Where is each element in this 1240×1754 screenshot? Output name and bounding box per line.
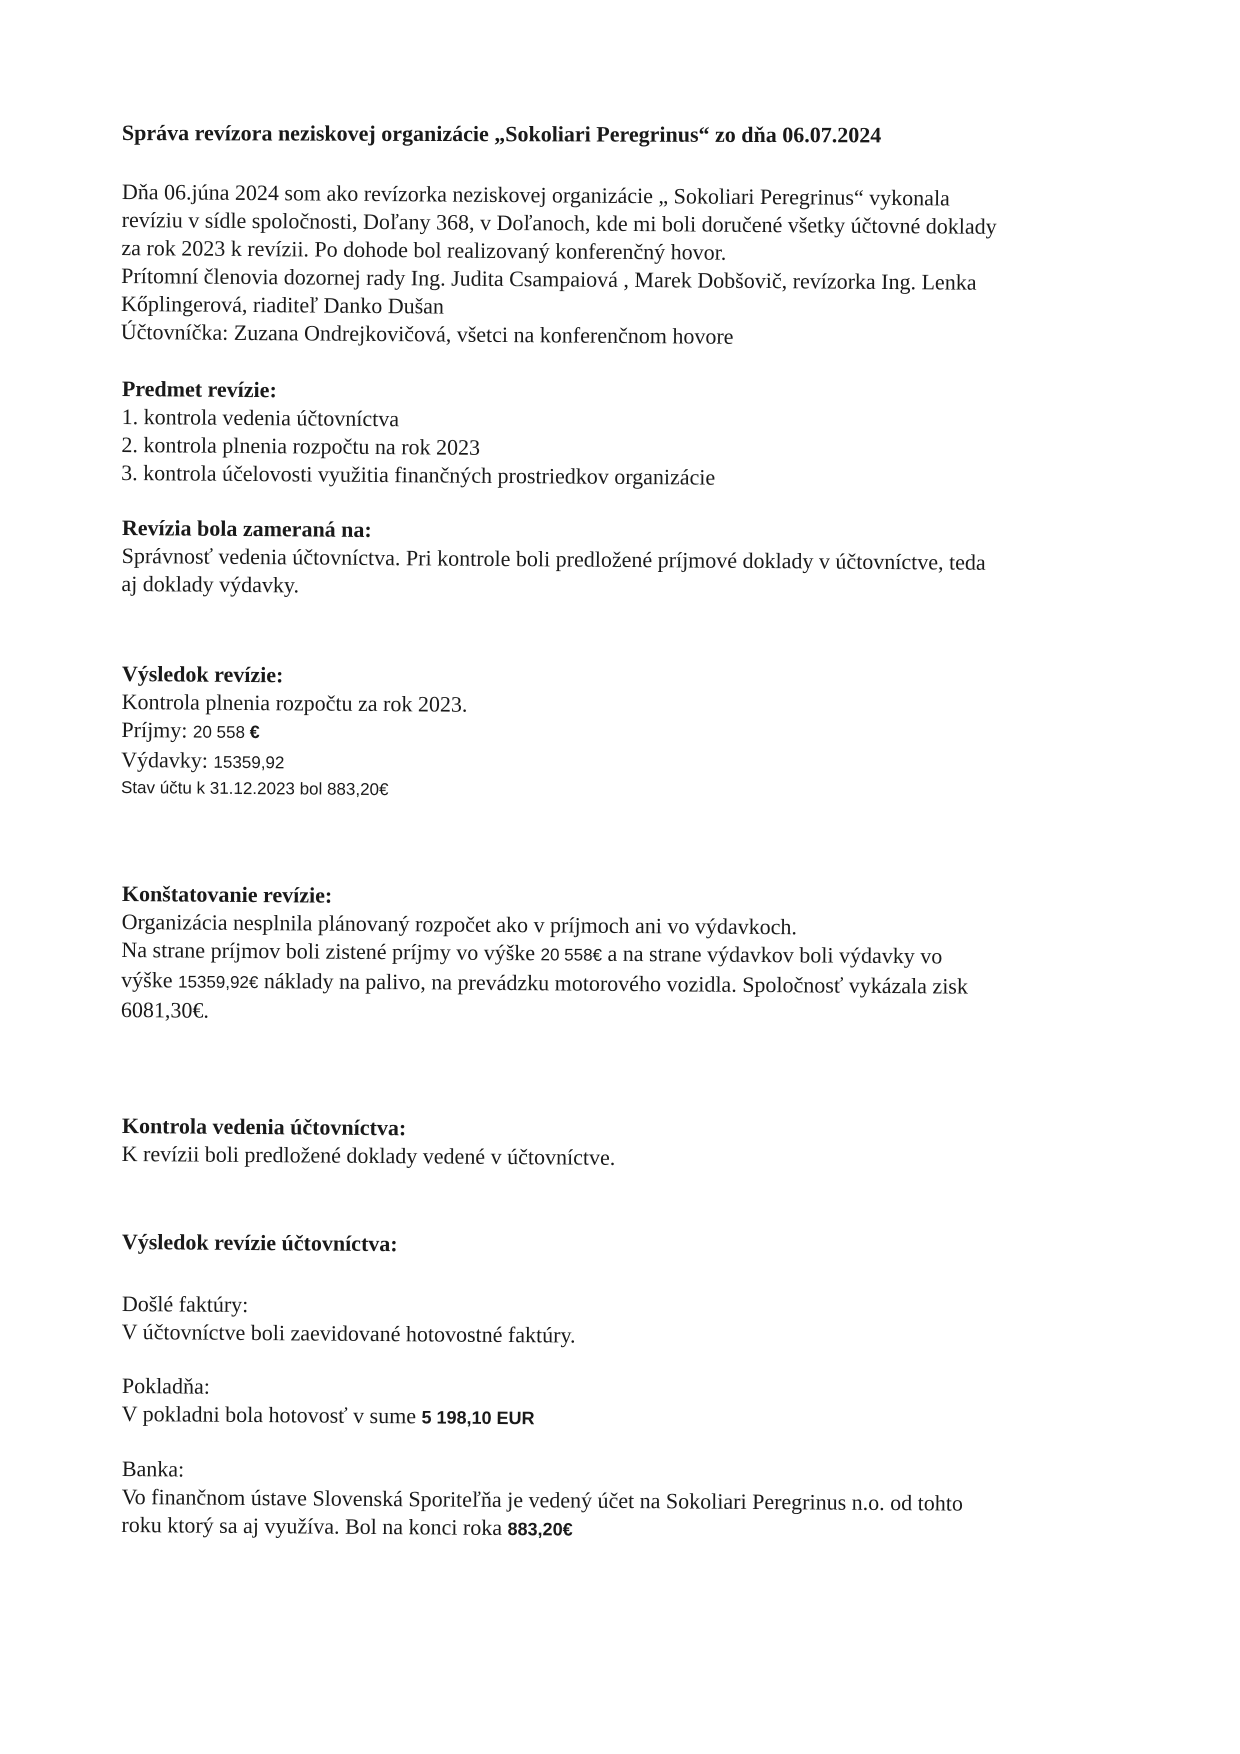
text-segment: roku ktorý sa aj využíva. Bol na konci roka: [121, 1511, 508, 1541]
paragraph-line: K revízii boli predložené doklady vedené v účtovníctve.: [121, 1140, 616, 1170]
section-heading: Výsledok revízie účtovníctva:: [121, 1229, 398, 1257]
banka-section: [121, 1455, 1122, 1548]
stav-uctu-line: Stav účtu k 31.12.2023 bol 883,20€: [120, 777, 389, 800]
section-heading: Výsledok revízie:: [121, 660, 284, 688]
predmet-section: [121, 375, 1122, 495]
page-title: Správa revízora neziskovej organizácie „Sokoliari Peregrinus“ zo dňa 06.07.2024: [121, 120, 882, 148]
intro-line: za rok 2023 k revízii. Po dohode bol realizovaný konferenčný hovor.: [121, 234, 727, 265]
amount: 883,20€: [507, 1519, 573, 1540]
list-item: 1. kontrola vedenia účtovníctva: [121, 403, 400, 432]
intro-line: Kőplingerová, riaditeľ Danko Dušan: [120, 290, 445, 319]
amount: 5 198,10 EUR: [421, 1407, 535, 1429]
subheading: Došlé faktúry:: [121, 1291, 249, 1317]
vydavky-value: 15359,92: [213, 752, 285, 773]
zameranie-section: [121, 514, 1122, 606]
section-heading: Predmet revízie:: [121, 375, 277, 403]
section-heading: Konštatovanie revízie:: [121, 880, 333, 908]
subheading: Pokladňa:: [121, 1373, 210, 1399]
konstatovanie-section: [121, 880, 1122, 1032]
text-segment: V pokladni bola hotovosť v sume: [121, 1400, 422, 1429]
paragraph-line: Vo finančnom ústave Slovenská Sporiteľňa je vedený účet na Sokoliari Peregrinus n.o. od tohto: [121, 1483, 964, 1516]
text-segment: výške: [121, 966, 179, 993]
text-segment: Na strane príjmov boli zistené príjmy vo výške: [121, 936, 541, 966]
vysledok-section: [121, 660, 1122, 808]
text-segment: a na strane výdavkov boli výdavky vo: [601, 940, 943, 969]
text-segment: náklady na palivo, na prevádzku motorového vozidla. Spoločnosť vykázala zisk: [258, 968, 969, 999]
paragraph-line: Organizácia nesplnila plánovaný rozpočet ako v príjmoch ani vo výdavkoch.: [121, 908, 798, 940]
pokladna-section: [122, 1372, 1122, 1437]
paragraph-line: V účtovníctve boli zaevidované hotovostné faktúry.: [121, 1318, 576, 1348]
intro-paragraph: [121, 178, 1122, 354]
list-item: 3. kontrola účelovosti využitia finančných prostriedkov organizácie: [121, 459, 716, 490]
amount: 20 558€: [540, 945, 603, 965]
amount: 15359,92€: [177, 972, 259, 993]
prijmy-value: 20 558: [192, 722, 250, 743]
section-heading: Kontrola vedenia účtovníctva:: [121, 1113, 407, 1141]
intro-line: revíziu v sídle spoločnosti, Doľany 368, v Doľanoch, kde mi boli doručené všetky účtovné doklady: [121, 206, 997, 239]
intro-line: Účtovníčka: Zuzana Ondrejkovičová, všetci na konferenčnom hovore: [120, 318, 734, 349]
kontrola-section: [122, 1112, 1122, 1176]
paragraph-line: 6081,30€.: [120, 996, 210, 1023]
list-item: 2. kontrola plnenia rozpočtu na rok 2023: [121, 431, 481, 460]
intro-line: Prítomní členovia dozornej rady Ing. Judita Csampaiová , Marek Dobšovič, revízorka Ing. Lenka: [121, 262, 977, 295]
prijmy-label: Príjmy:: [121, 716, 194, 743]
intro-line: Dňa 06.júna 2024 som ako revízorka neziskovej organizácie „ Sokoliari Peregrinus“ vykonala: [121, 178, 950, 211]
vydavky-label: Výdavky:: [121, 746, 214, 773]
vysledok-uctovnictva-section: [122, 1228, 1122, 1264]
section-heading: Revízia bola zameraná na:: [121, 514, 372, 542]
paragraph-line: aj doklady výdavky.: [121, 570, 300, 598]
paragraph-line: Kontrola plnenia rozpočtu za rok 2023.: [121, 688, 468, 717]
dosle-faktury-section: [122, 1290, 1122, 1354]
paragraph-line: Správnosť vedenia účtovníctva. Pri kontrole boli predložené príjmové doklady v účtovníctve, teda: [121, 542, 986, 575]
prijmy-currency: €: [249, 722, 260, 743]
subheading: Banka:: [121, 1456, 185, 1482]
